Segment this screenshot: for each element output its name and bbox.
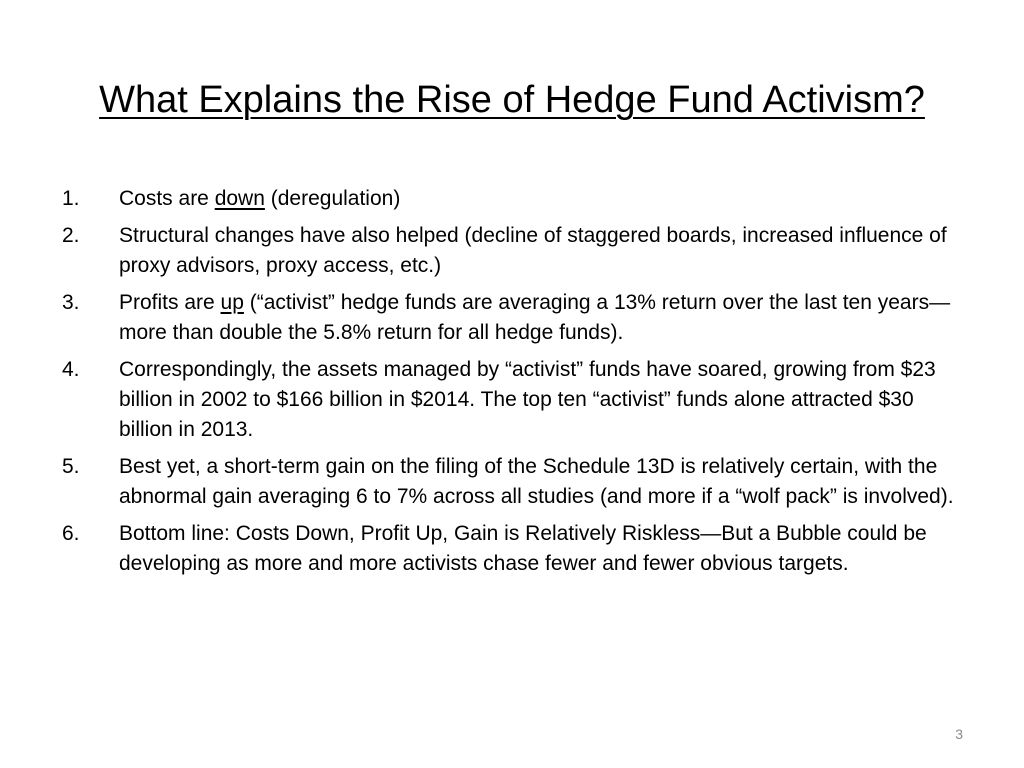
list-item	[62, 355, 967, 445]
item-text-before: Costs are	[119, 187, 215, 210]
item-text	[119, 288, 967, 348]
item-number: 6.	[62, 522, 80, 545]
item-text-after: (“activist” hedge funds are averaging a 13% return over the last ten years—more than double the 5.8% return for all hedge funds).	[119, 291, 951, 344]
list-item	[62, 221, 967, 281]
slide-title: What Explains the Rise of Hedge Fund Activism?	[99, 79, 925, 121]
item-number: 5.	[62, 455, 80, 478]
item-text-underlined: up	[220, 291, 244, 314]
page-number: 3	[955, 726, 963, 742]
item-number: 1.	[62, 187, 80, 210]
item-text-before: Profits are	[119, 291, 221, 314]
item-text: Structural changes have also helped (decline of staggered boards, increased influence of proxy advisors, proxy access, etc.)	[119, 224, 947, 277]
item-number: 3.	[62, 291, 80, 314]
item-number: 2.	[62, 224, 80, 247]
list-item	[62, 184, 967, 214]
list-item	[62, 288, 967, 348]
item-text: Best yet, a short-term gain on the filing of the Schedule 13D is relatively certain, with the abnormal gain averaging 6 to 7% across all studies (and more if a “wolf pack” is involved).	[119, 455, 954, 508]
item-text: Bottom line: Costs Down, Profit Up, Gain is Relatively Riskless—But a Bubble could be developing as more and more activists chase fewer and fewer obvious targets.	[119, 522, 927, 575]
item-number: 4.	[62, 358, 80, 381]
item-text-underlined: down	[214, 187, 265, 210]
item-text	[119, 184, 967, 214]
list-item	[62, 519, 967, 579]
list-item	[62, 452, 967, 512]
bullet-list	[62, 184, 967, 586]
item-text-after: (deregulation)	[264, 187, 401, 210]
item-text: Correspondingly, the assets managed by “activist” funds have soared, growing from $23 billion in 2002 to $166 billion in $2014. The top ten “activist” funds alone attracted $30 billion in 2013.	[119, 358, 936, 441]
